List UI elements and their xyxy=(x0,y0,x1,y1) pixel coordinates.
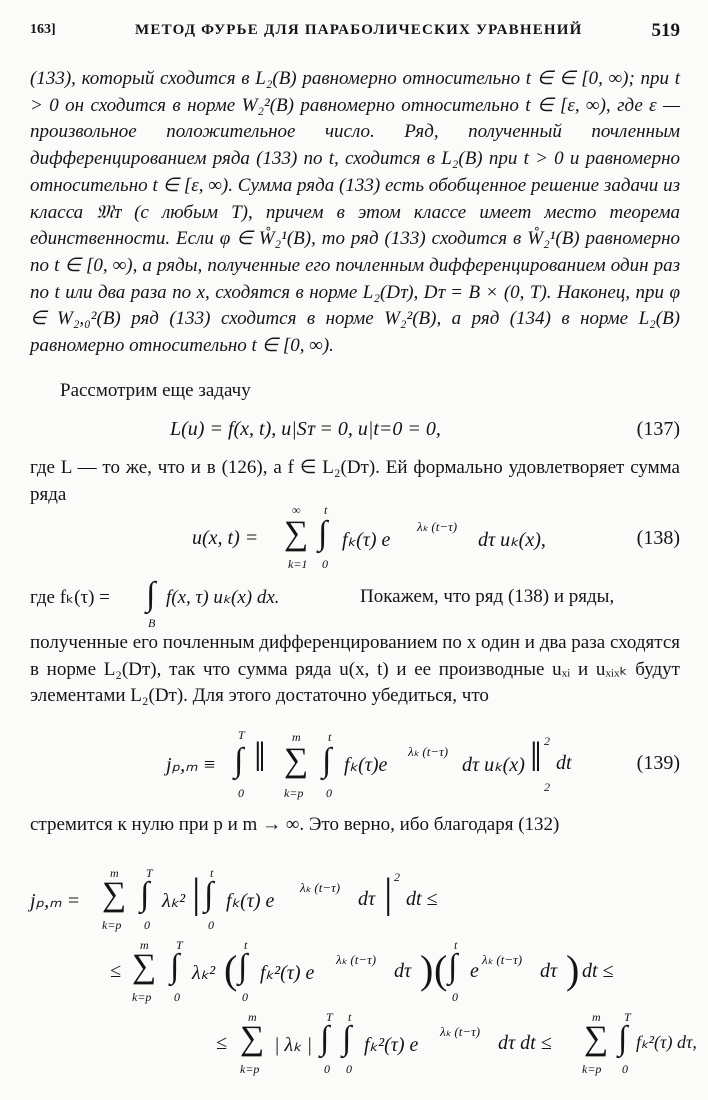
equation-139 xyxy=(30,730,680,806)
chain1-abs-left: | xyxy=(192,871,201,917)
fk-integral-sign: ∫ xyxy=(146,576,156,613)
paragraph-formal-solution: где L — то же, что и в (126), а f ∈ L₂(Dᴛ). Ей формально удовлетворяет сумма ряда xyxy=(30,457,680,505)
chain2-lead: ≤ xyxy=(110,960,121,982)
chain1-integral-sign: ∫ xyxy=(140,876,150,913)
chain1-sum-sign: ∑ xyxy=(102,876,127,913)
chain3-lead: ≤ xyxy=(216,1032,227,1054)
chain1-inner-int-upper: t xyxy=(210,866,214,880)
chain3-int3-upper: T xyxy=(624,1010,631,1024)
chain2-paren1-open: ( xyxy=(224,947,238,992)
theorem-paragraph: (133), который сходится в L₂(B) равномерно относительно t ∈ ∈ [0, ∞); при t > 0 он сходится в норме W₂²(B) равномерно относительно t ∈ [ε, ∞), где ε — произвольное положительное число. Ряд, полученный почленным дифференцированием ряда (133) по t, сходится в L₂(B) при t > 0 и равномерно относительно t ∈ [ε, ∞). Сумма ряда (133) есть обобщенное решение задачи из класса 𝔐ᴛ (с любым T), причем в этом классе имеет место теорема единственности. Если φ ∈ W̊₂¹(B), то ряд (133) сходится в W̊₂¹(B) равномерно по t ∈ [0, ∞), а ряды, полученные его почленным дифференцированием один раз по t или два раза по x, сходятся в норме L₂(Dᴛ), Dᴛ = B × (0, T). Наконец, при φ ∈ W₂,₀²(B) ряд (133) сходится в норме W₂²(B), а ряд (134) в норме L₂(B) равномерно относительно t ∈ [0, ∞). xyxy=(30,68,680,357)
chain3-exponent: λₖ (t−τ) xyxy=(440,1024,481,1039)
eq139-norm-right: ‖ xyxy=(530,735,542,781)
chain3-abs-lambda: | λₖ | xyxy=(274,1034,313,1056)
eq138-tail: dτ uₖ(x), xyxy=(478,529,546,551)
eq138-sum-sign: ∑ xyxy=(284,515,309,552)
chain2-integral-sign: ∫ xyxy=(170,948,180,985)
chain2-exponent2: λₖ (t−τ) xyxy=(482,952,523,967)
chain3-sum2-lower: k=p xyxy=(582,1062,602,1076)
chain1-power: 2 xyxy=(394,870,400,884)
eq139-dt: dt xyxy=(556,752,572,774)
chain3-tail: dτ dt ≤ xyxy=(498,1032,552,1054)
chain2-dtau1: dτ xyxy=(394,960,412,982)
chain3-int2-sign: ∫ xyxy=(342,1020,352,1057)
paragraph-fk-definition xyxy=(30,576,680,632)
eq139-tail: dτ uₖ(x) xyxy=(462,754,525,776)
chain2-paren1-close: ) xyxy=(420,947,434,992)
chain2-integrand1: fₖ²(τ) e xyxy=(260,962,315,984)
chain2-paren2-open: ( xyxy=(434,947,448,992)
eq139-sum-lower: k=p xyxy=(284,786,304,800)
chain2-int2-lower: 0 xyxy=(452,990,458,1004)
chain3-sum-upper: m xyxy=(248,1010,257,1024)
chain2-int2-upper: t xyxy=(454,938,458,952)
chain1-int-lower: 0 xyxy=(144,918,150,932)
eq138-int-lower: 0 xyxy=(322,557,328,571)
eq139-norm-power: 2 xyxy=(544,734,550,748)
equation-137 xyxy=(30,416,680,446)
chain2-integrand2: e xyxy=(470,960,479,982)
chain2-int1-upper: t xyxy=(244,938,248,952)
chain3-sum-lower: k=p xyxy=(240,1062,260,1076)
chain1-inner-integral: ∫ xyxy=(204,876,214,913)
chain1-abs-right: | xyxy=(384,871,393,917)
chain2-sum-upper: m xyxy=(140,938,149,952)
paragraph-convergence: полученные его почленным дифференцированием по x один и два раза сходятся в норме L₂(Dᴛ), так что сумма ряда u(x, t) и ее производные uₓᵢ и uₓᵢₓₖ будут элементами L₂(Dᴛ). Для этого достаточно убедиться, что xyxy=(30,632,680,707)
inequality-chain-line-2 xyxy=(30,938,680,1004)
chain2-int1-lower: 0 xyxy=(242,990,248,1004)
chain3-integrand2: fₖ²(τ) dτ, xyxy=(636,1032,697,1052)
eq139-outer-int-upper: T xyxy=(238,728,245,742)
chain1-lambda: λₖ² xyxy=(162,890,186,912)
chain2-sum-lower: k=p xyxy=(132,990,152,1004)
chain2-lambda: λₖ² xyxy=(192,962,216,984)
chain3-int1-sign: ∫ xyxy=(320,1020,330,1057)
chain2-int-upper: T xyxy=(176,938,183,952)
chain2-int1-sign: ∫ xyxy=(238,948,248,985)
chain2-sum-sign: ∑ xyxy=(132,948,157,985)
eq138-sum-lower: k=1 xyxy=(288,557,308,571)
equation-137-number: (137) xyxy=(636,418,680,440)
page-number: 519 xyxy=(651,20,680,41)
running-title: МЕТОД ФУРЬЕ ДЛЯ ПАРАБОЛИЧЕСКИХ УРАВНЕНИЙ xyxy=(135,22,583,38)
eq139-int-lower: 0 xyxy=(326,786,332,800)
chain3-int3-sign: ∫ xyxy=(618,1020,628,1057)
eq139-norm-left: ‖ xyxy=(254,735,266,781)
section-number: 163] xyxy=(30,22,56,37)
eq138-sum-upper: ∞ xyxy=(292,503,301,517)
eq139-sum-upper: m xyxy=(292,730,301,744)
chain3-integrand: fₖ²(τ) e xyxy=(364,1034,419,1056)
chain1-exponent: λₖ (t−τ) xyxy=(300,880,341,895)
chain3-int2-upper: t xyxy=(348,1010,352,1024)
chain3-sum-sign: ∑ xyxy=(240,1020,265,1057)
eq139-integral-sign: ∫ xyxy=(322,742,332,779)
chain3-int1-lower: 0 xyxy=(324,1062,330,1076)
eq138-lhs: u(x, t) = xyxy=(192,527,259,549)
eq138-int-upper: t xyxy=(324,503,328,517)
chain3-int3-lower: 0 xyxy=(622,1062,628,1076)
eq139-outer-int-lower: 0 xyxy=(238,786,244,800)
eq139-norm-sub: 2 xyxy=(544,780,550,794)
chain3-sum2-sign: ∑ xyxy=(584,1020,609,1057)
eq139-sum-sign: ∑ xyxy=(284,742,309,779)
chain2-paren2-close: ) xyxy=(566,947,580,992)
chain1-sum-lower: k=p xyxy=(102,918,122,932)
paragraph-tends-to-zero: стремится к нулю при p и m → ∞. Это верно, ибо благодаря (132) xyxy=(30,814,560,835)
eq138-integrand: fₖ(τ) e xyxy=(342,529,391,551)
chain3-int1-upper: T xyxy=(326,1010,333,1024)
eq139-lhs: jₚ,ₘ ≡ xyxy=(166,754,217,776)
chain2-dtau2: dτ xyxy=(540,960,558,982)
paragraph-consider-problem: Рассмотрим еще задачу xyxy=(60,380,251,401)
chain1-sum-upper: m xyxy=(110,866,119,880)
eq138-integral-sign: ∫ xyxy=(318,515,328,552)
inequality-chain-line-1 xyxy=(30,866,680,932)
eq139-outer-integral: ∫ xyxy=(234,742,244,779)
chain3-sum2-upper: m xyxy=(592,1010,601,1024)
chain2-int2-sign: ∫ xyxy=(448,948,458,985)
chain3-int2-lower: 0 xyxy=(346,1062,352,1076)
chain1-inner-int-lower: 0 xyxy=(208,918,214,932)
inequality-chain-line-3 xyxy=(30,1010,697,1080)
eq139-exponent: λₖ (t−τ) xyxy=(408,744,449,759)
equation-138 xyxy=(30,505,680,575)
fk-lead: где fₖ(τ) = xyxy=(30,587,110,608)
chain2-end: dt ≤ xyxy=(582,960,614,982)
chain1-dtau: dτ xyxy=(358,888,376,910)
eq139-integrand: fₖ(τ)e xyxy=(344,754,388,776)
chain2-int-lower: 0 xyxy=(174,990,180,1004)
running-header xyxy=(30,20,680,46)
equation-137-body: L(u) = f(x, t), u|Sᴛ = 0, u|t=0 = 0, xyxy=(170,418,441,440)
fk-integral-body: f(x, τ) uₖ(x) dx. xyxy=(166,587,280,608)
chain1-int-upper: T xyxy=(146,866,153,880)
chain1-integrand: fₖ(τ) e xyxy=(226,890,275,912)
fk-rest: Покажем, что ряд (138) и ряды, xyxy=(360,586,615,607)
equation-138-number: (138) xyxy=(636,527,680,549)
eq139-int-upper: t xyxy=(328,730,332,744)
eq138-exponent: λₖ (t−τ) xyxy=(417,519,458,534)
fk-integral-lower: B xyxy=(148,616,156,630)
chain1-end: dt ≤ xyxy=(406,888,438,910)
chain1-lhs: jₚ,ₘ = xyxy=(30,890,81,912)
equation-139-number: (139) xyxy=(636,752,680,774)
chain2-exponent1: λₖ (t−τ) xyxy=(336,952,377,967)
